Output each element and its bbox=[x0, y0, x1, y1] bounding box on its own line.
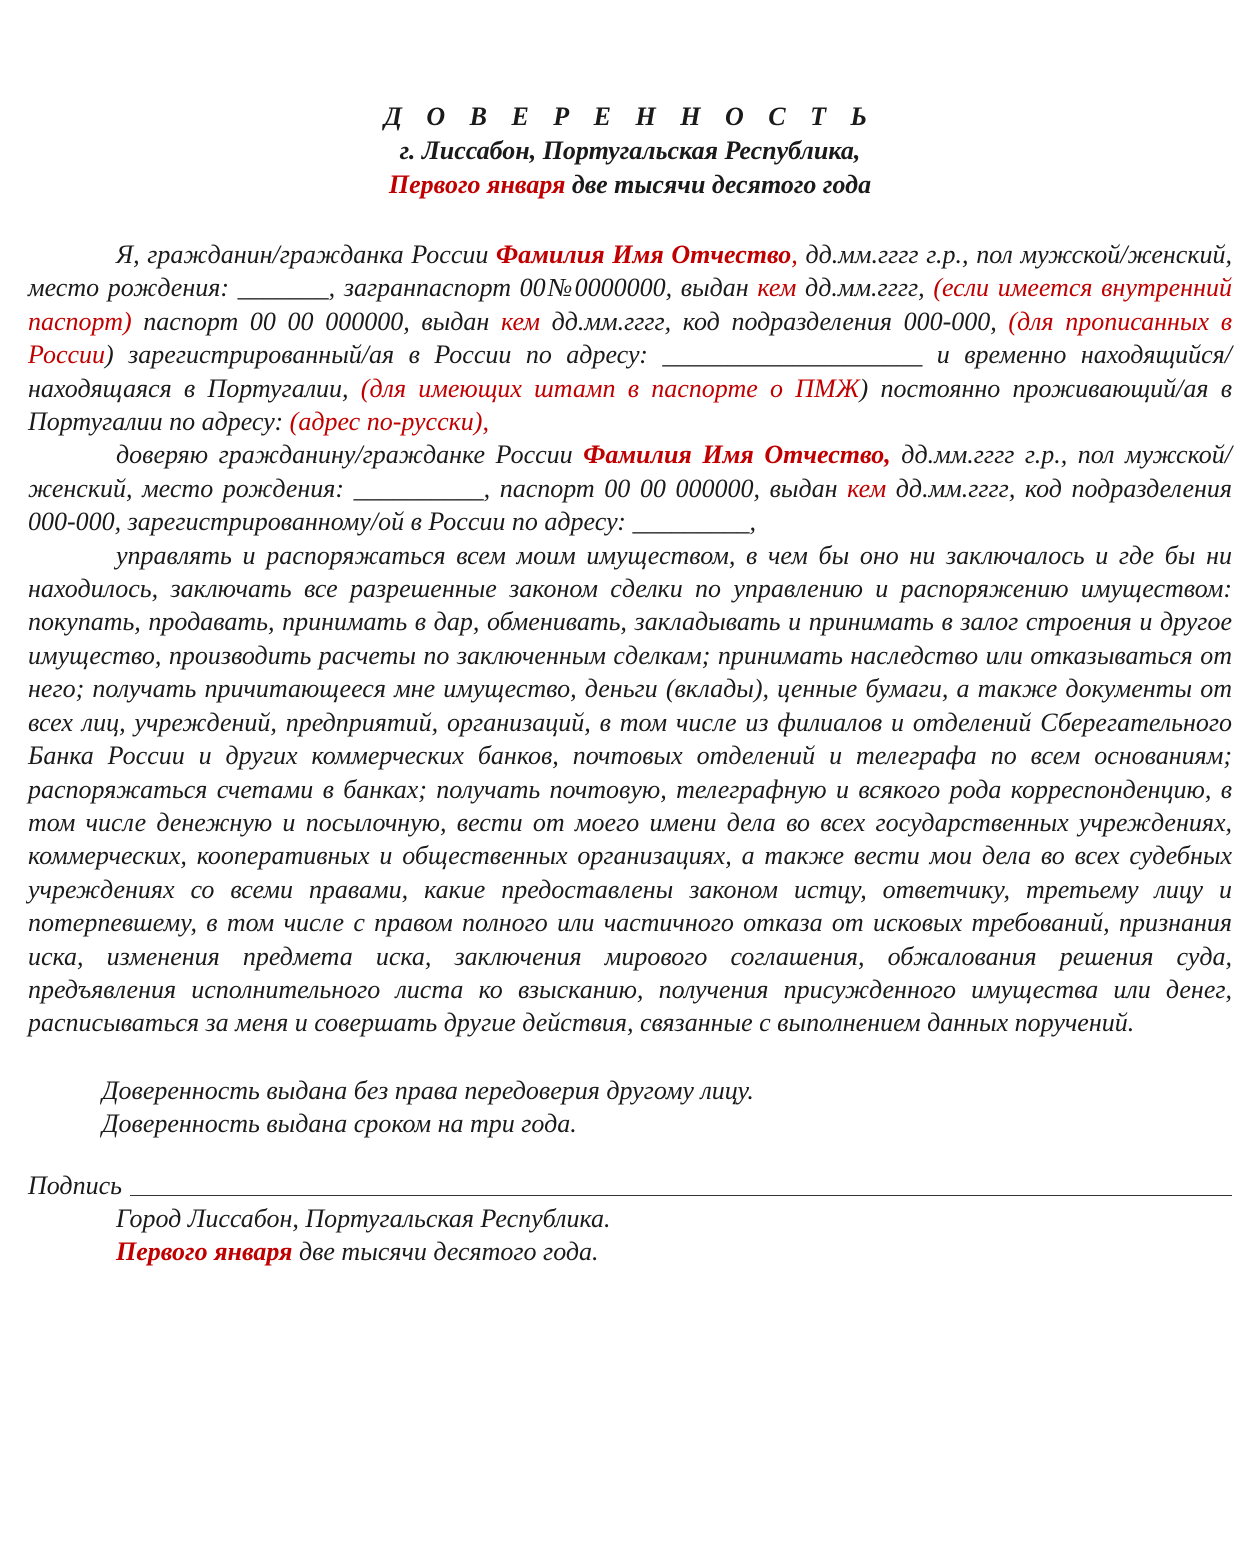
principal-paragraph bbox=[28, 238, 1232, 438]
powers-paragraph: управлять и распоряжаться всем моим имуществом, в чем бы оно ни заключалось и где бы ни находилось, заключать все разрешенные законом сделки по управлению и распоряжению имуществом: покупать, продавать, принимать в дар, обменивать, закладывать и принимать в залог строения и другое имущество, производить расчеты по заключенным сделкам; принимать наследство или отказываться от него; получать причитающееся мне имущество, деньги (вклады), ценные бумаги, а также документы от всех лиц, учреждений, предприятий, организаций, в том числе из филиалов и отделений Сберегательного Банка России и других коммерческих банков, почтовых отделений и телеграфа по всем основаниям; распоряжаться счетами в банках; получать почтовую, телеграфную и всякого рода корреспонденцию, в том числе денежную и посылочную, вести от моего имени дела во всех государственных учреждениях, коммерческих, кооперативных и общественных организациях, а также вести мои дела во всех судебных учреждениях со всеми правами, какие предоставлены законом истцу, ответчику, третьему лицу и потерпевшему, в том числе с правом полного или частичного отказа от исковых требований, признания иска, изменения предмета иска, заключения мирового соглашения, обжалования решения суда, предъявления исполнительного листа ко взысканию, получения присужденного имущества или денег, расписываться за меня и совершать другие действия, связанные с выполнением данных поручений. bbox=[28, 540, 1232, 1038]
signature-line bbox=[130, 1169, 1232, 1196]
header-date-highlight: Первого января bbox=[388, 170, 566, 199]
para1-text-2: дд.мм.гггг г.р., пол мужской/женский, место рождения: _______, загранпаспорт 00№0000000, выдан bbox=[28, 240, 1233, 303]
signature-label: Подпись bbox=[28, 1170, 122, 1200]
para2-text-3: дд.мм.гггг, код подразделения 000-000, зарегистрированному/ой в России по адресу: _________, bbox=[28, 473, 1232, 537]
signature-row bbox=[28, 1169, 1232, 1202]
footer-place: Город Лиссабон, Португальская Республика. bbox=[116, 1203, 611, 1233]
attorney-issued-by-placeholder: кем bbox=[847, 473, 887, 503]
document-footer bbox=[28, 1202, 1232, 1269]
para2-text-2: дд.мм.гггг г.р., пол мужской/женский, место рождения: __________, паспорт 00 00 000000, выдан bbox=[28, 440, 1232, 503]
document-header bbox=[28, 100, 1232, 202]
attorney-paragraph bbox=[28, 438, 1232, 538]
footer-date-rest: две тысячи десятого года. bbox=[292, 1237, 599, 1267]
para1-text-1: Я, гражданин/гражданка России bbox=[116, 240, 497, 269]
header-date bbox=[28, 168, 1232, 202]
document-body bbox=[28, 238, 1232, 1040]
para2-text-1: доверяю гражданину/гражданке России bbox=[116, 440, 584, 470]
issued-by-placeholder: кем bbox=[757, 273, 797, 303]
document-title: Д О В Е Р Е Н Н О С Т Ь bbox=[384, 102, 876, 131]
pmzh-note: (для имеющих штамп в паспорте о ПМЖ bbox=[360, 373, 860, 403]
note-validity-term: Доверенность выдана сроком на три года. bbox=[102, 1109, 577, 1139]
document-notes bbox=[28, 1074, 1232, 1141]
internal-passport-note: (если имеется внутренний паспорт) bbox=[28, 273, 1232, 336]
para1-text-4: паспорт 00 00 000000, выдан bbox=[131, 306, 501, 336]
registered-note: (для прописанных в России bbox=[28, 306, 1233, 370]
attorney-name: Фамилия Имя Отчество, bbox=[583, 440, 891, 470]
para1-comma: , bbox=[791, 240, 798, 269]
para1-text-7: ) постоянно проживающий/ая в Португалии по адресу: bbox=[28, 373, 1232, 437]
issued-by-placeholder-2: кем bbox=[500, 306, 540, 336]
header-place: г. Лиссабон, Португальская Республика, bbox=[399, 136, 861, 165]
footer-date-highlight: Первого января bbox=[116, 1237, 293, 1267]
principal-name: Фамилия Имя Отчество bbox=[496, 240, 792, 269]
para1-text-3: дд.мм.гггг, bbox=[796, 273, 934, 303]
footer-date bbox=[116, 1235, 1232, 1268]
header-date-rest: две тысячи десятого года bbox=[565, 170, 872, 199]
note-no-subdelegation: Доверенность выдана без права передоверия другому лицу. bbox=[102, 1075, 754, 1105]
address-note: (адрес по-русски), bbox=[289, 407, 489, 437]
para1-text-6: ) зарегистрированный/ая в России по адресу: ____________________ и временно находящийся/находящаяся в Португалии, bbox=[28, 340, 1232, 403]
para1-text-5: дд.мм.гггг, код подразделения 000-000, bbox=[539, 306, 1009, 336]
